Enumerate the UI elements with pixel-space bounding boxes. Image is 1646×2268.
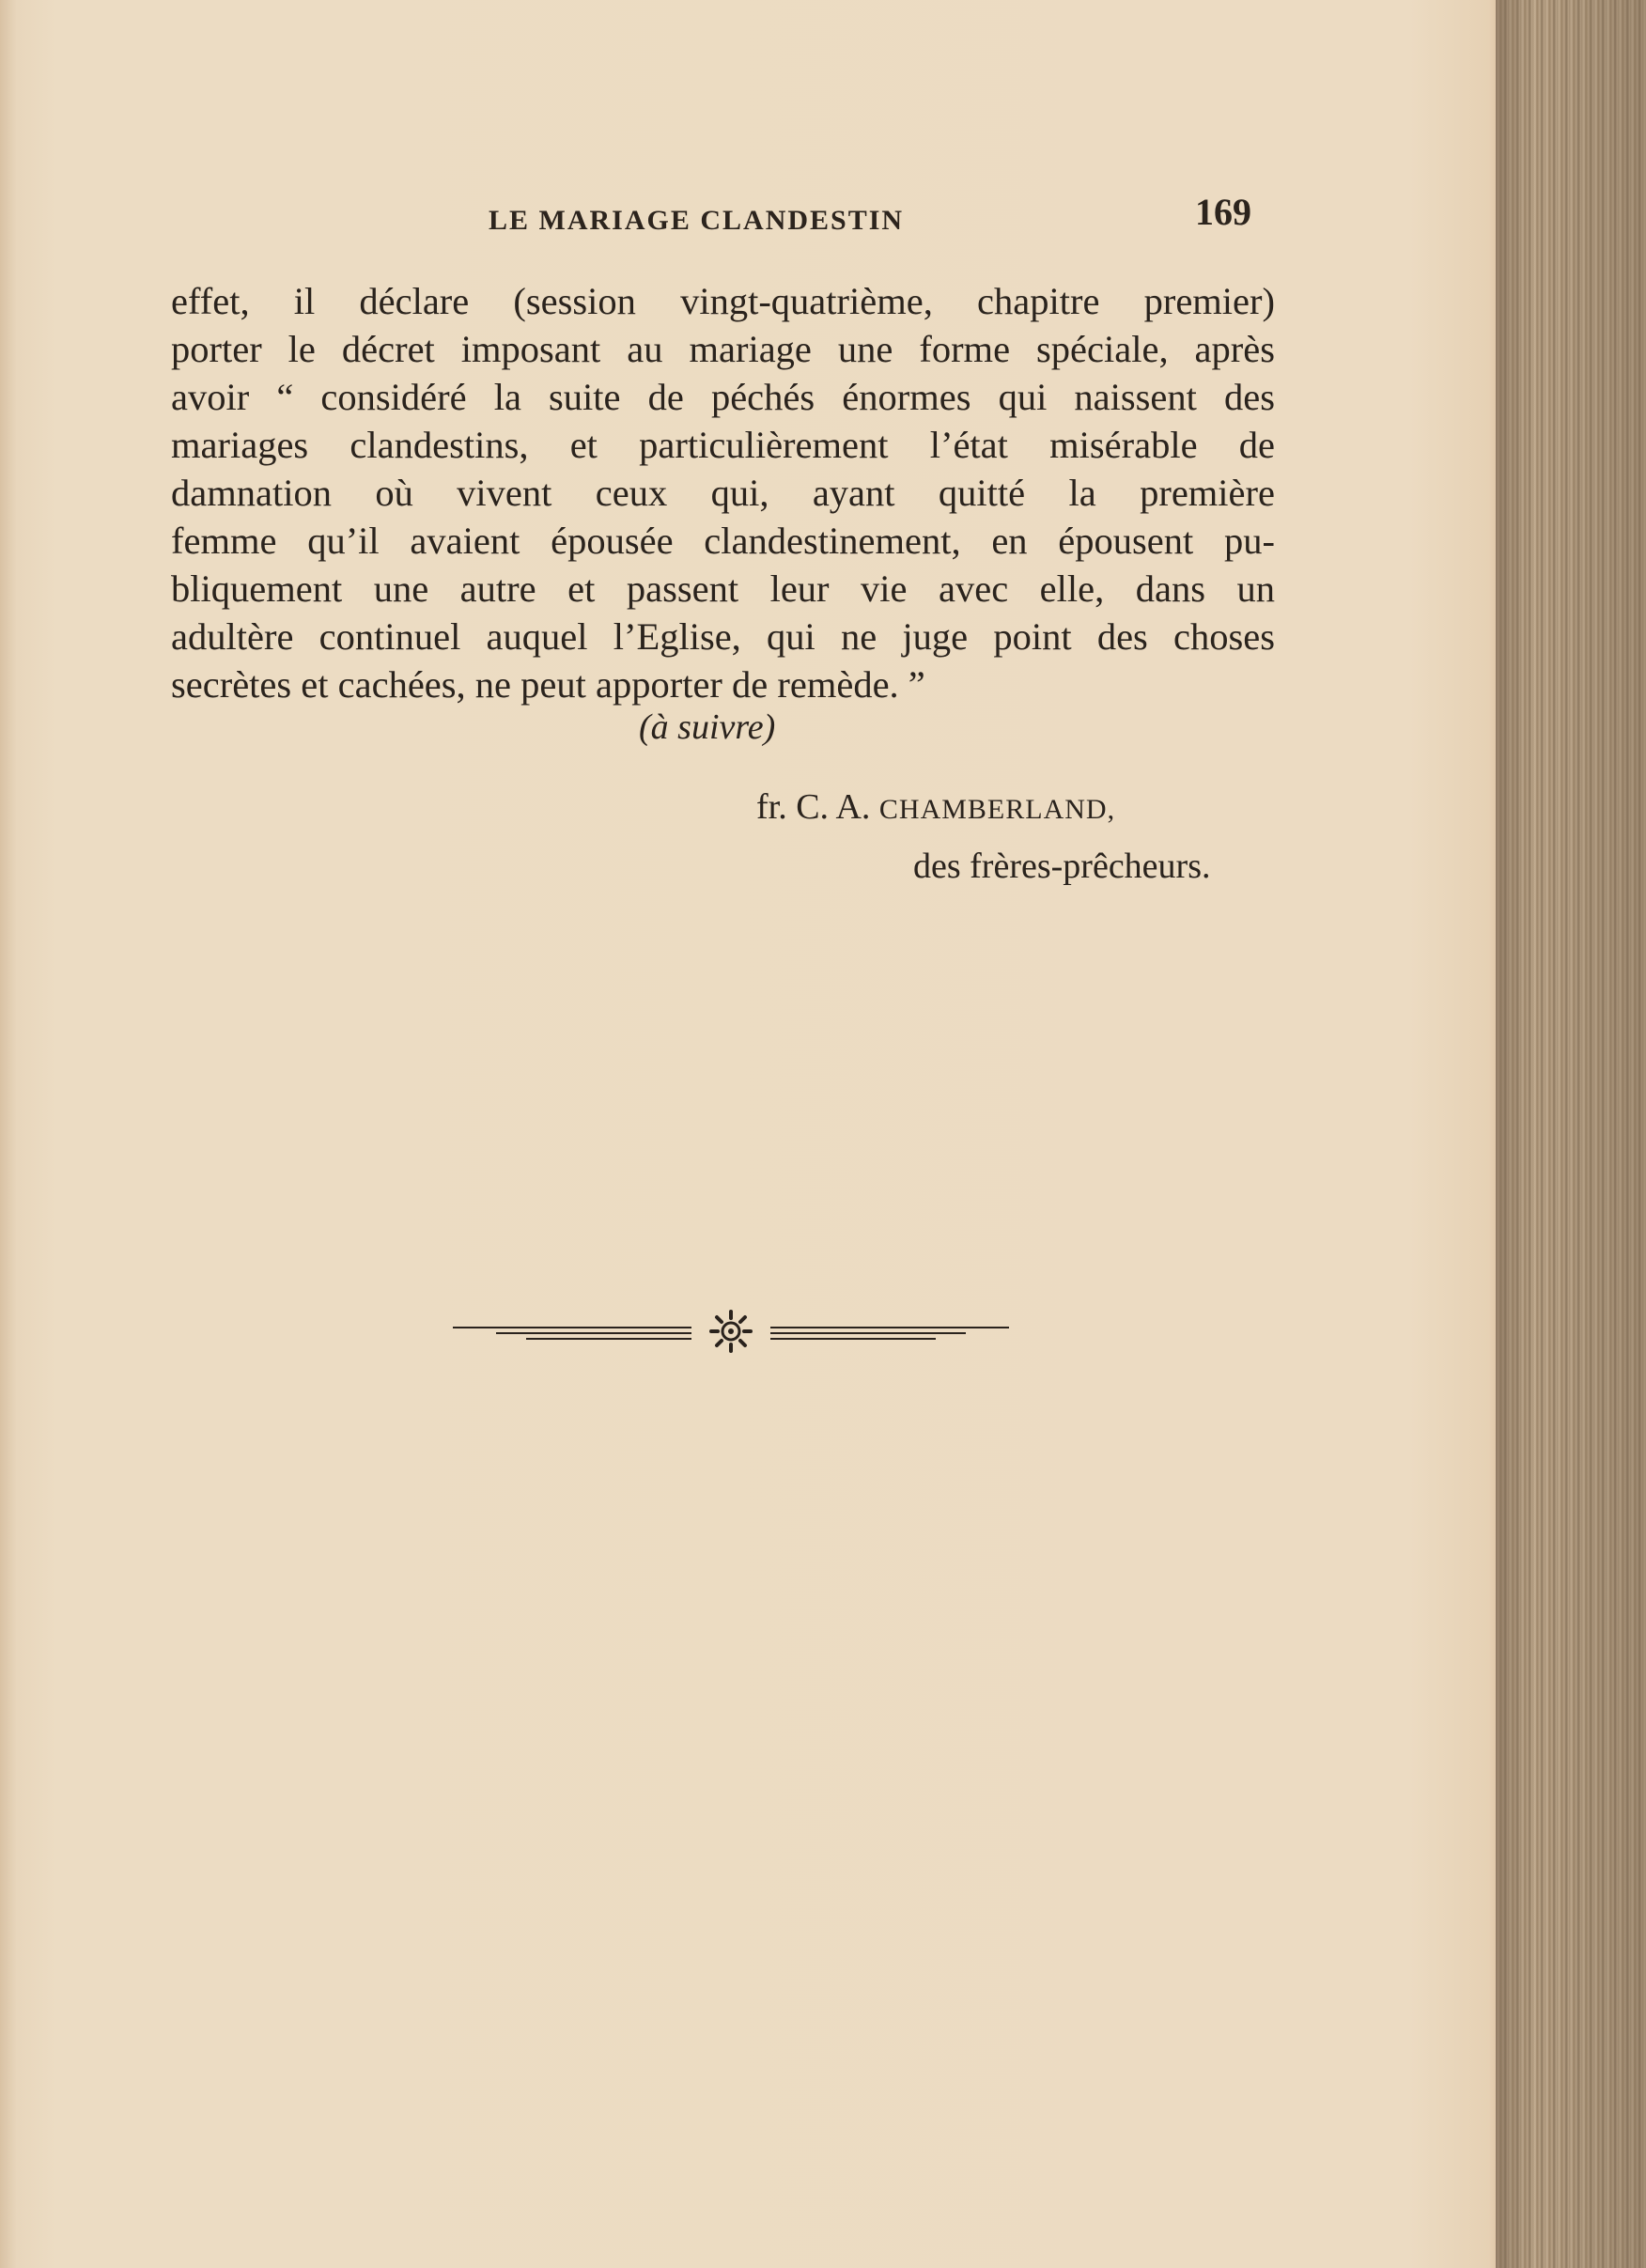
author-order: des frères-prêcheurs. — [913, 847, 1211, 886]
author-name: CHAMBERLAND, — [878, 794, 1116, 825]
text-line: avoir “ considéré la suite de péchés énormes qui naissent des — [171, 376, 1275, 418]
author-prefix: fr. C. A. — [756, 787, 879, 827]
text-line: femme qu’il avaient épousée clandestinement, en épousent pu- — [171, 520, 1275, 562]
page-edge-stack — [1496, 0, 1646, 2268]
page-number: 169 — [1195, 191, 1251, 233]
sun-dingbat-ornament — [449, 1306, 1013, 1353]
text-line: porter le décret imposant au mariage une forme spéciale, après — [171, 328, 1275, 370]
continuation-note: (à suivre) — [639, 707, 776, 747]
running-title: LE MARIAGE CLANDESTIN — [489, 205, 905, 236]
body-text — [171, 277, 1275, 708]
text-line: adultère continuel auquel l’Eglise, qui ne juge point des choses — [171, 615, 1275, 658]
text-line: damnation où vivent ceux qui, ayant quitté la première — [171, 472, 1275, 514]
text-line: bliquement une autre et passent leur vie avec elle, dans un — [171, 567, 1275, 610]
text-line: mariages clandestins, et particulièrement l’état misérable de — [171, 424, 1275, 466]
text-line: secrètes et cachées, ne peut apporter de remède. ” — [171, 663, 925, 706]
author-signature — [756, 786, 1115, 828]
text-line: effet, il déclare (session vingt-quatrième, chapitre premier) — [171, 280, 1275, 322]
